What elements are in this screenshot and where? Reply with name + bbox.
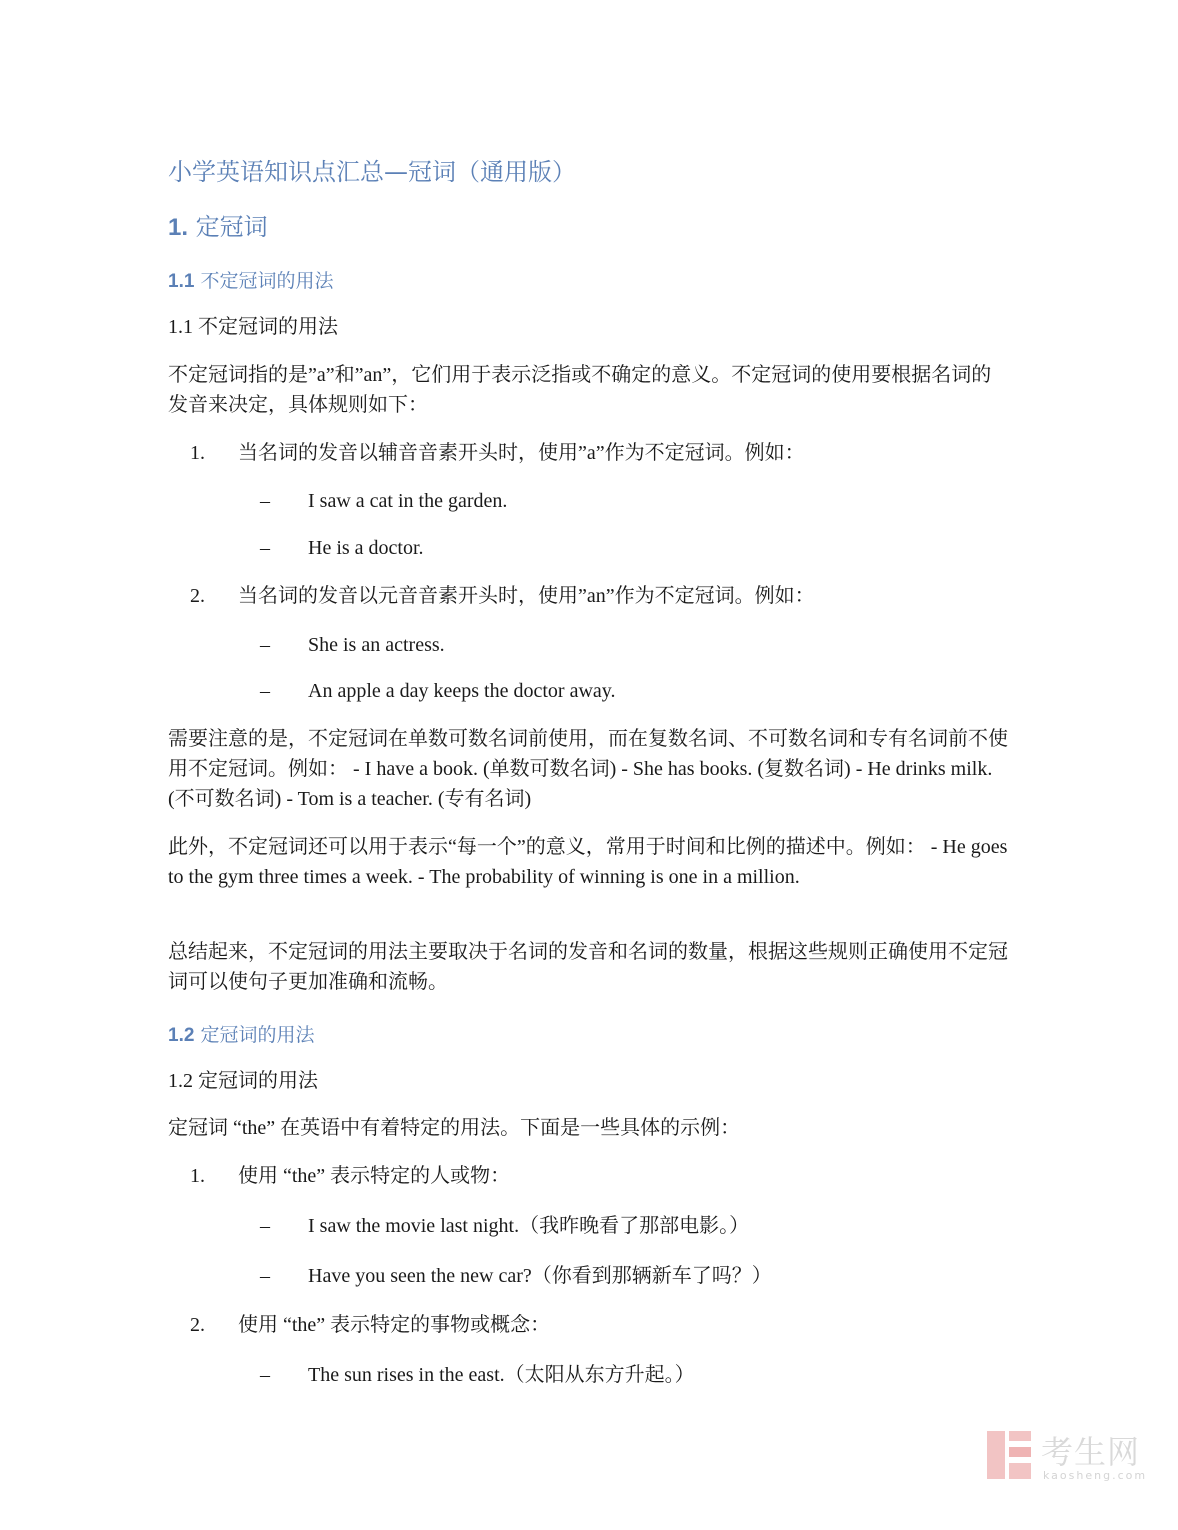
item-text: 当名词的发音以元音音素开头时，使用”an”作为不定冠词。例如： (238, 585, 815, 607)
subsection-heading-text: 定冠词的用法 (200, 1024, 315, 1046)
item-number: 1. (190, 1165, 205, 1187)
bullet-dash: – (260, 1364, 270, 1386)
bullet-text: I saw a cat in the garden. (308, 490, 508, 512)
watermark (985, 1425, 1160, 1495)
item-text: 当名词的发音以辅音音素开头时，使用”a”作为不定冠词。例如： (238, 442, 805, 464)
body-subtitle-1-1: 1.1 不定冠词的用法 (168, 316, 338, 338)
bullet-text: The sun rises in the east.（太阳从东方升起。） (308, 1364, 695, 1386)
bullet-dash: – (260, 680, 270, 702)
body-subtitle-1-2: 1.2 定冠词的用法 (168, 1070, 318, 1092)
bullet-dash: – (260, 490, 270, 512)
bullet-item (260, 1261, 772, 1291)
bullet-dash: – (260, 634, 270, 656)
numbered-item (190, 438, 805, 468)
section-number: 1. (168, 214, 189, 241)
item-text: 使用 “the” 表示特定的人或物： (238, 1165, 511, 1187)
numbered-item (190, 1161, 510, 1191)
item-number: 2. (190, 585, 205, 607)
item-number: 1. (190, 442, 205, 464)
paragraph-note: 需要注意的是，不定冠词在单数可数名词前使用，而在复数名词、不可数名词和专有名词前不使用不定冠词。例如： - I have a book. (单数可数名词) - She has books. (复数名词) - He drinks milk. (不可数名词) - Tom is a teacher. (专有名词) (168, 728, 1008, 810)
bullet-text: He is a doctor. (308, 537, 424, 559)
bullet-dash: – (260, 1265, 270, 1287)
section-heading-text: 定冠词 (195, 213, 268, 241)
bullet-item (260, 1360, 695, 1390)
bullet-dash: – (260, 537, 270, 559)
bullet-text: I saw the movie last night.（我昨晚看了那部电影。） (308, 1215, 750, 1237)
item-number: 2. (190, 1314, 205, 1336)
subsection-heading-text: 不定冠词的用法 (200, 270, 334, 292)
bullet-item (260, 1211, 749, 1241)
item-text: 使用 “the” 表示特定的事物或概念： (238, 1314, 551, 1336)
paragraph-every: 此外，不定冠词还可以用于表示“每一个”的意义，常用于时间和比例的描述中。例如： - He goes to the gym three times a week. - The probability of winning is one in a million. (168, 836, 1008, 888)
bullet-dash: – (260, 1215, 270, 1237)
subsection-heading-1-1 (168, 266, 333, 293)
subsection-number: 1.2 (168, 1025, 195, 1046)
kaosheng-logo-icon (985, 1427, 1033, 1483)
watermark-brand: 考生网 (1041, 1433, 1141, 1471)
section-heading-1 (168, 207, 268, 242)
bullet-text: Have you seen the new car?（你看到那辆新车了吗？） (308, 1265, 772, 1287)
bullet-text: An apple a day keeps the doctor away. (308, 680, 616, 702)
paragraph-summary: 总结起来，不定冠词的用法主要取决于名词的发音和名词的数量，根据这些规则正确使用不定冠词可以使句子更加准确和流畅。 (168, 941, 1008, 993)
bullet-item (260, 630, 445, 660)
subsection-number: 1.1 (168, 271, 195, 292)
numbered-item (190, 581, 815, 611)
watermark-url: kaosheng.com (1043, 1469, 1148, 1482)
bullet-text: She is an actress. (308, 634, 445, 656)
paragraph-intro: 不定冠词指的是”a”和”an”，它们用于表示泛指或不确定的意义。不定冠词的使用要根据名词的发音来决定，具体规则如下： (168, 364, 992, 416)
numbered-item (190, 1310, 550, 1340)
bullet-item (260, 533, 424, 563)
subsection-heading-1-2 (168, 1020, 314, 1047)
document-title: 小学英语知识点汇总—冠词（通用版） (168, 158, 576, 186)
paragraph-the: 定冠词 “the” 在英语中有着特定的用法。下面是一些具体的示例： (168, 1117, 741, 1139)
bullet-item (260, 676, 615, 706)
bullet-item (260, 486, 507, 516)
